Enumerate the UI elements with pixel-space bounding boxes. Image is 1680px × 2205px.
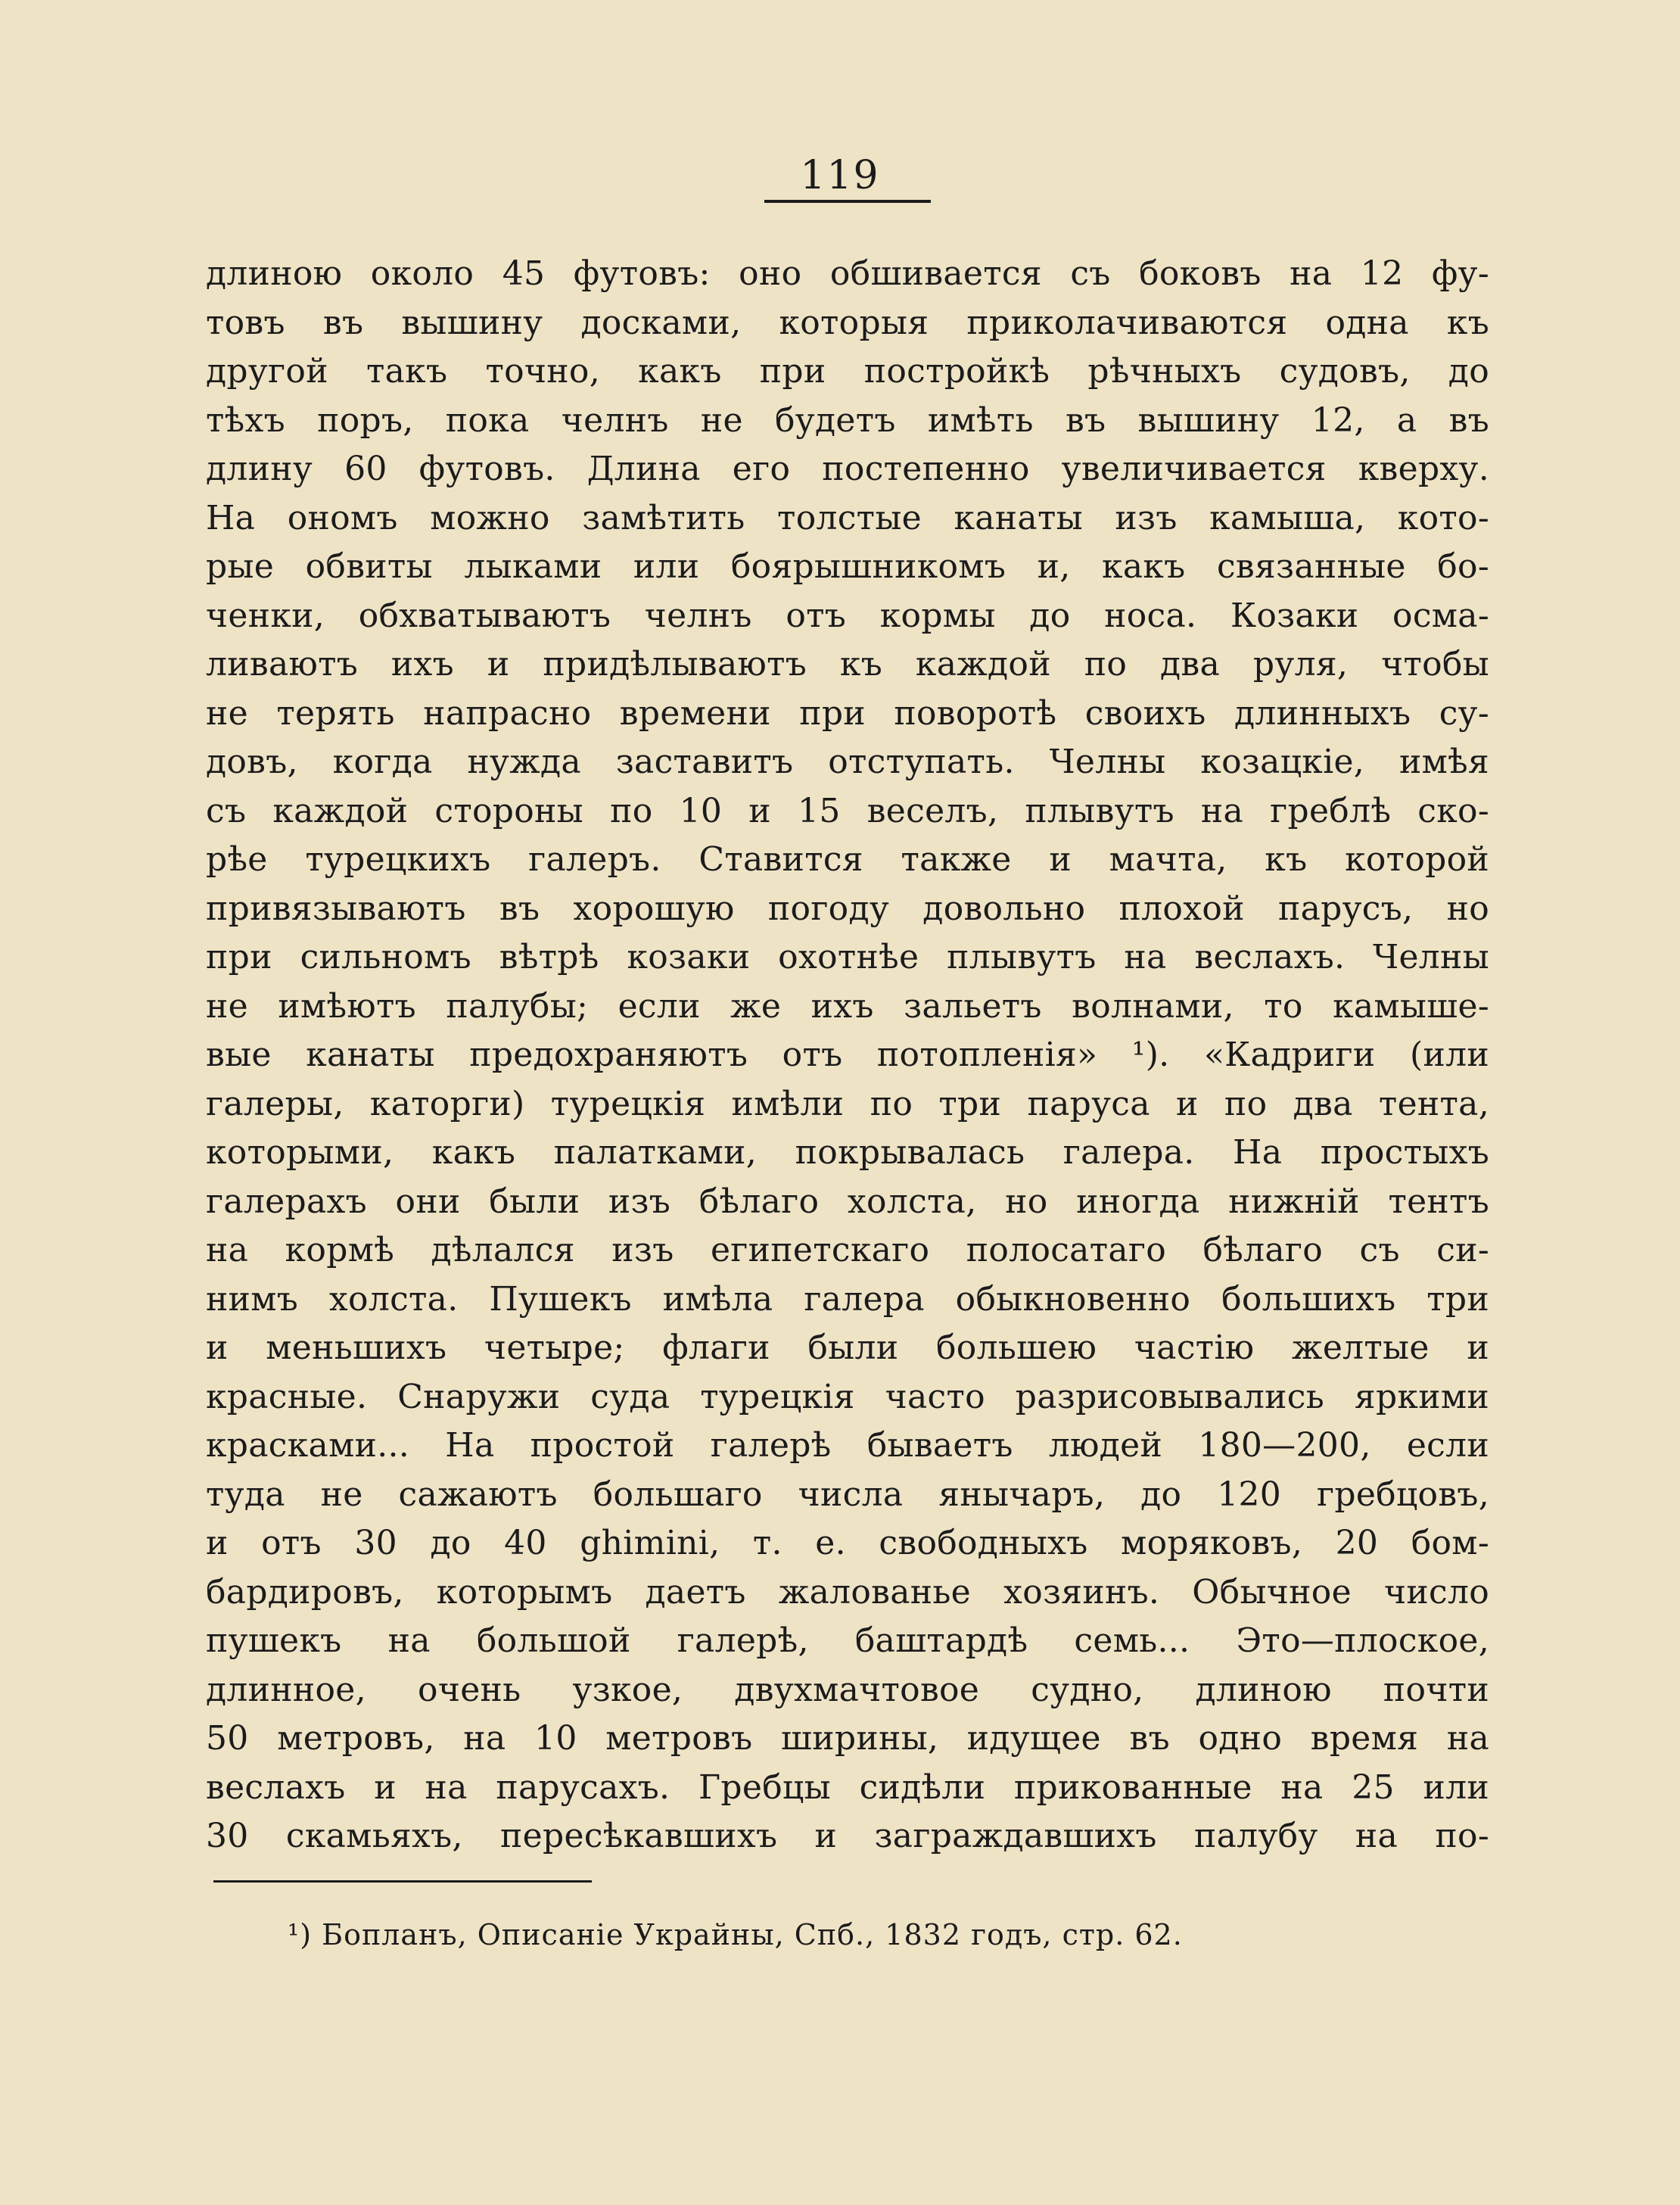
text-line: ченки, обхватываютъ челнъ отъ кормы до носа. Козаки осма-	[206, 596, 1489, 635]
text-line: галеры, каторги) турецкія имѣли по три паруса и по два тента,	[206, 1084, 1489, 1123]
text-line: красками... На простой галерѣ бываетъ людей 180—200, если	[206, 1426, 1489, 1465]
text-line: при сильномъ вѣтрѣ козаки охотнѣе плывутъ на веслахъ. Челны	[206, 938, 1489, 976]
text-line: галерахъ они были изъ бѣлаго холста, но иногда нижній тентъ	[206, 1182, 1489, 1221]
text-line: не терять напрасно времени при поворотѣ своихъ длинныхъ су-	[206, 693, 1489, 733]
text-line: длиною около 45 футовъ: оно обшивается съ боковъ на 12 фу-	[206, 254, 1489, 293]
text-line: товъ въ вышину досками, которыя приколачиваются одна къ	[206, 303, 1489, 342]
header-rule	[764, 200, 931, 203]
text-line: На ономъ можно замѣтить толстые канаты изъ камыша, кото-	[206, 498, 1489, 537]
page-number: 119	[800, 153, 880, 198]
text-line: веслахъ и на парусахъ. Гребцы сидѣли прикованные на 25 или	[206, 1767, 1489, 1807]
text-line: вые канаты предохраняютъ отъ потопленія» ¹). «Кадриги (или	[206, 1036, 1489, 1074]
text-line: рѣе турецкихъ галеръ. Ставится также и мачта, къ которой	[206, 840, 1489, 879]
text-line: и меньшихъ четыре; флаги были большею частію желтые и	[206, 1328, 1489, 1367]
text-line: нимъ холста. Пушекъ имѣла галера обыкновенно большихъ три	[206, 1279, 1489, 1319]
text-line: ливаютъ ихъ и придѣлываютъ къ каждой по два руля, чтобы	[206, 645, 1489, 684]
text-line: привязываютъ въ хорошую погоду довольно плохой парусъ, но	[206, 889, 1489, 928]
footnote: ¹) Бопланъ, Описаніе Украйны, Спб., 1832 годъ, стр. 62.	[288, 1918, 1183, 1951]
text-line: пушекъ на большой галерѣ, баштардѣ семь... Это—плоское,	[206, 1621, 1489, 1660]
text-line: длину 60 футовъ. Длина его постепенно увеличивается кверху.	[206, 450, 1489, 488]
text-line: тѣхъ поръ, пока челнъ не будетъ имѣть въ вышину 12, а въ	[206, 400, 1489, 440]
text-line: туда не сажаютъ большаго числа янычаръ, до 120 гребцовъ,	[206, 1475, 1489, 1514]
text-line: 30 скамьяхъ, пересѣкавшихъ и заграждавшихъ палубу на по-	[206, 1817, 1489, 1855]
text-line: которыми, какъ палатками, покрывалась галера. На простыхъ	[206, 1133, 1489, 1172]
text-line: длинное, очень узкое, двухмачтовое судно, длиною почти	[206, 1670, 1489, 1709]
text-line: съ каждой стороны по 10 и 15 веселъ, плывутъ на греблѣ ско-	[206, 791, 1489, 830]
text-line: другой такъ точно, какъ при постройкѣ рѣчныхъ судовъ, до	[206, 352, 1489, 391]
text-line: красные. Снаружи суда турецкія часто разрисовывались яркими	[206, 1377, 1489, 1416]
text-line: довъ, когда нужда заставитъ отступать. Челны козацкіе, имѣя	[206, 743, 1489, 781]
text-line: на кормѣ дѣлался изъ египетскаго полосатаго бѣлаго съ си-	[206, 1231, 1489, 1269]
text-line: рые обвиты лыками или боярышникомъ и, какъ связанные бо-	[206, 547, 1489, 586]
text-line: не имѣютъ палубы; если же ихъ зальетъ волнами, то камыше-	[206, 986, 1489, 1026]
footnote-rule	[213, 1880, 592, 1883]
body-text	[206, 250, 1489, 1861]
text-line: бардировъ, которымъ даетъ жалованье хозяинъ. Обычное число	[206, 1572, 1489, 1612]
text-line: и отъ 30 до 40 ghimini, т. е. свободныхъ моряковъ, 20 бом-	[206, 1524, 1489, 1562]
text-line: 50 метровъ, на 10 метровъ ширины, идущее въ одно время на	[206, 1719, 1489, 1758]
